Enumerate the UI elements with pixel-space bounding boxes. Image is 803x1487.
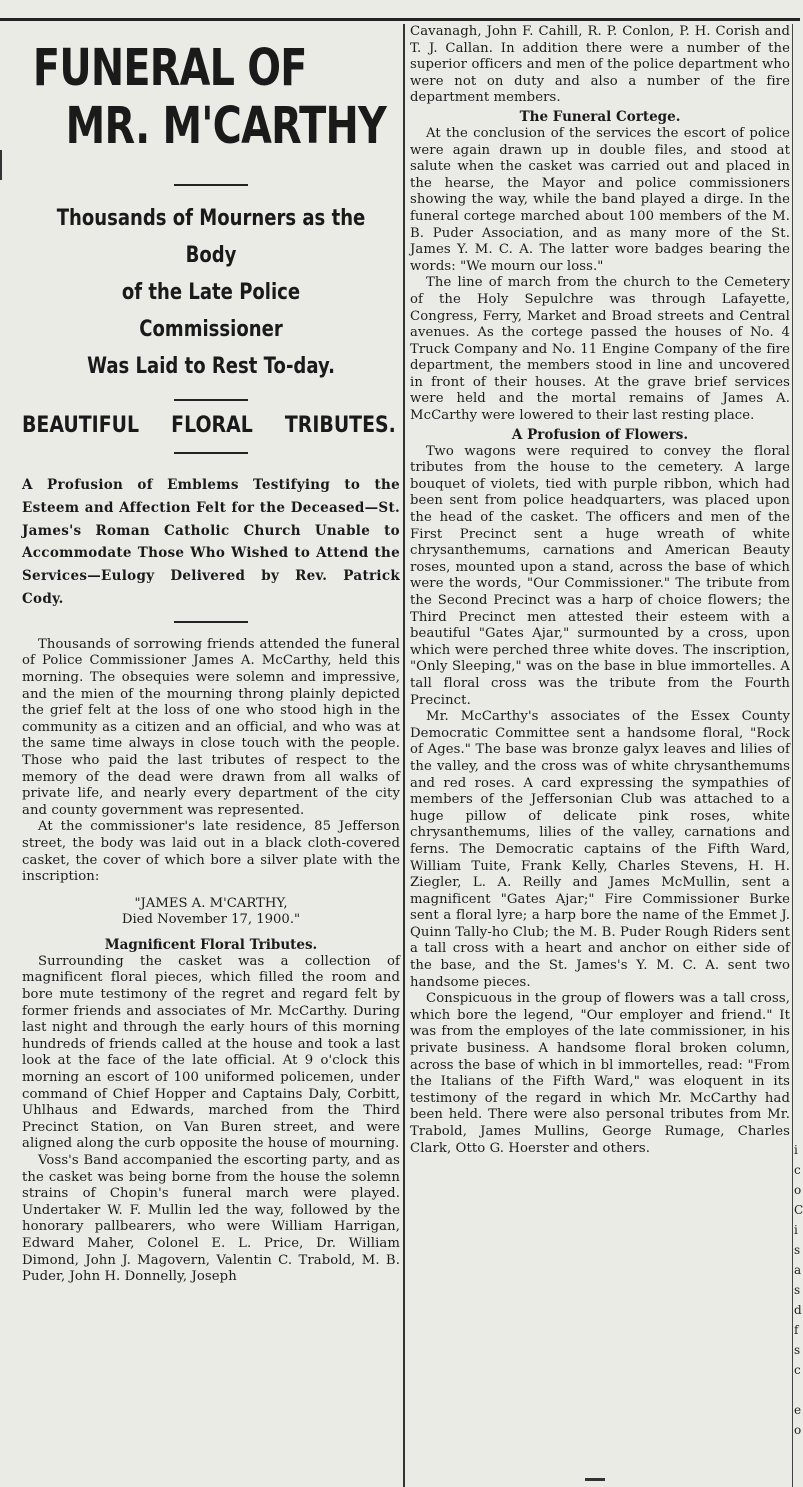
paragraph: The line of march from the church to the Cemetery of the Holy Sepulchre was through Lafayette, Congress, Ferry, Market and Broad streets and Central avenues. As the cortege passed the houses of No. 4 Truck Company and No. 11 Engine Company of the fire department, the members stood in line and uncovered in front of their houses. At the grave brief services were held and the mortal remains of James A. McCarthy were lowered to their last resting place.	[410, 275, 790, 424]
fragment-letter: o	[794, 1423, 802, 1437]
headline-line-2: MR. M'CARTHY	[65, 97, 387, 156]
fragment-letter: i	[794, 1223, 798, 1237]
fragment-letter: e	[794, 1403, 802, 1417]
section-subhead: Magnificent Floral Tributes.	[104, 936, 318, 953]
paragraph: Conspicuous in the group of flowers was a tall cross, which bore the legend, "Our employer and friend." It was from the employes of the late commissioner, in his private business. A handsome floral broken column, across the base of which in bl immortelles, read: "From the Italians of the Fifth Ward," was eloquent in its testimony of the regard in which Mr. McCarthy had been held. There were also personal tributes from Mr. Trabold, James Mullins, George Rumage, Charles Clark, Otto G. Hoerster and others.	[410, 991, 790, 1156]
paragraph: Two wagons were required to convey the floral tributes from the house to the cemetery. A large bouquet of violets, tied with purple ribbon, which had been sent from police headquarters, was placed upon the head of the casket. The officers and men of the First Precinct sent a huge wreath of white chrysanthemums, carnations and American Beauty roses, mounted upon a stand, across the base of which were the words, "Our Commissioner." The tribute from the Second Precinct was a harp of choice flowers; the Third Precinct men attested their esteem with a beautiful "Gates Ajar," surmounted by a cross, upon which were perched three white doves. The inscription, "Only Sleeping," was on the base in blue immortelles. A tall floral cross was the tribute from the Fourth Precinct.	[410, 443, 790, 708]
section-subhead: The Funeral Cortege.	[519, 108, 681, 125]
deck-headline	[56, 200, 366, 385]
fragment-letter: c	[794, 1363, 801, 1377]
subheadline-word: TRIBUTES.	[284, 413, 396, 438]
paragraph: Mr. McCarthy's associates of the Essex County Democratic Committee sent a handsome floral, "Rock of Ages." The base was bronze galyx leaves and lilies of the valley, and the cross was of white chrysanthemums and red roses. A card expressing the sympathies of members of the Jeffersonian Club was attached to a huge pillow of delicate pink roses, white chrysanthemums, lilies of the valley, carnations and ferns. The Democratic captains of the Fifth Ward, William Tuite, Frank Kelly, Charles Stevens, H. H. Ziegler, L. A. Reilly and James McMullin, sent a magnificent "Gates Ajar;" Fire Commissioner Burke sent a floral lyre; a harp bore the name of the Emmet J. Quinn Tally-ho Club; the M. B. Puder Rough Riders sent a tall cross with a heart and anchor on either side of the base, and the St. James's Y. M. C. A. sent two handsome pieces.	[410, 709, 790, 990]
deck-line-3: Was Laid to Rest To-day.	[87, 354, 335, 379]
inscription-line: Died November 17, 1900."	[121, 912, 301, 928]
edge-rule	[792, 24, 793, 1487]
end-mark	[585, 1478, 605, 1481]
section-rule	[174, 184, 248, 186]
fragment-letter: i	[794, 1143, 798, 1157]
fragment-letter: f	[794, 1323, 799, 1337]
paragraph: Surrounding the casket was a collection of magnificent floral pieces, which filled the room and bore mute testimony of the regret and regard felt by former friends and associates of Mr. McCarthy. During last night and through the early hours of this morning hundreds of friends called at the house and took a last look at the face of the late official. At 9 o'clock this morning an escort of 100 uniformed policemen, under command of Chief Hopper and Captains Daly, Corbitt, Uhlhaus and Edwards, marched from the Third Precinct Station, on Van Buren street, and were aligned along the curb opposite the house of mourning.	[22, 953, 400, 1152]
paragraph: Thousands of sorrowing friends attended the funeral of Police Commissioner James A. McCarthy, held this morning. The obsequies were solemn and impressive, and the mien of the mourning throng plainly depicted the grief felt at the loss of one who stood high in the community as a citizen and an official, and who was at the same time always in close touch with the people. Those who paid the last tributes of respect to the memory of the dead were drawn from all walks of private life, and nearly every department of the city and county government was represented.	[22, 636, 400, 818]
subheadline-word: BEAUTIFUL	[22, 413, 140, 438]
article-left-column	[22, 24, 400, 1487]
fragment-letter: d	[794, 1303, 802, 1317]
section-rule	[174, 399, 248, 401]
inscription-line: "JAMES A. M'CARTHY,	[134, 895, 288, 911]
fragment-letter: C	[794, 1203, 803, 1217]
subheadline-word: FLORAL	[171, 413, 253, 438]
article-right-column	[410, 24, 790, 1487]
fragment-letter: o	[794, 1183, 802, 1197]
adjacent-column-fragment	[794, 1140, 802, 1440]
fragment-letter: s	[794, 1243, 801, 1257]
section-rule	[174, 621, 248, 623]
paragraph: Voss's Band accompanied the escorting party, and as the casket was being borne from the house the solemn strains of Chopin's funeral march were played. Undertaker W. F. Mullin led the way, followed by the honorary pallbearers, who were William Harrigan, Edward Maher, Colonel E. L. Price, Dr. William Dimond, John J. Magovern, Valentin C. Trabold, M. B. Puder, John H. Donnelly, Joseph	[22, 1153, 400, 1285]
summary-deck: A Profusion of Emblems Testifying to the Esteem and Affection Felt for the Deceased—St. James's Roman Catholic Church Unable to Accommodate Those Who Wished to Attend the Services—Eulogy Delivered by Rev. Patrick Cody.	[22, 477, 400, 607]
deck-line-2: of the Late Police Commissioner	[121, 280, 301, 342]
top-rule	[0, 18, 800, 21]
subheadline	[22, 413, 396, 438]
inscription	[22, 896, 400, 929]
headline-line-1: FUNERAL OF	[32, 39, 307, 98]
deck-line-1: Thousands of Mourners as the Body	[56, 206, 366, 268]
paragraph: Cavanagh, John F. Cahill, R. P. Conlon, P. H. Corish and T. J. Callan. In addition there were a number of the superior officers and men of the police department who were not on duty and also a number of the fire department members.	[410, 24, 790, 106]
column-rule	[403, 24, 405, 1487]
fragment-letter: s	[794, 1283, 801, 1297]
fragment-letter	[794, 1380, 802, 1400]
margin-mark	[0, 150, 12, 180]
paragraph: At the commissioner's late residence, 85 Jefferson street, the body was laid out in a black cloth-covered casket, the cover of which bore a silver plate with the inscription:	[22, 819, 400, 885]
fragment-letter: c	[794, 1163, 801, 1177]
fragment-letter: a	[794, 1263, 802, 1277]
paragraph: At the conclusion of the services the escort of police were again drawn up in double files, and stood at salute when the casket was carried out and placed in the hearse, the Mayor and police commissioners showing the way, while the band played a dirge. In the funeral cortege marched about 100 members of the M. B. Puder Association, and as many more of the St. James Y. M. C. A. The latter wore badges bearing the words: "We mourn our loss."	[410, 125, 790, 274]
fragment-letter: s	[794, 1343, 801, 1357]
section-subhead: A Profusion of Flowers.	[511, 426, 689, 443]
section-rule	[174, 452, 248, 454]
